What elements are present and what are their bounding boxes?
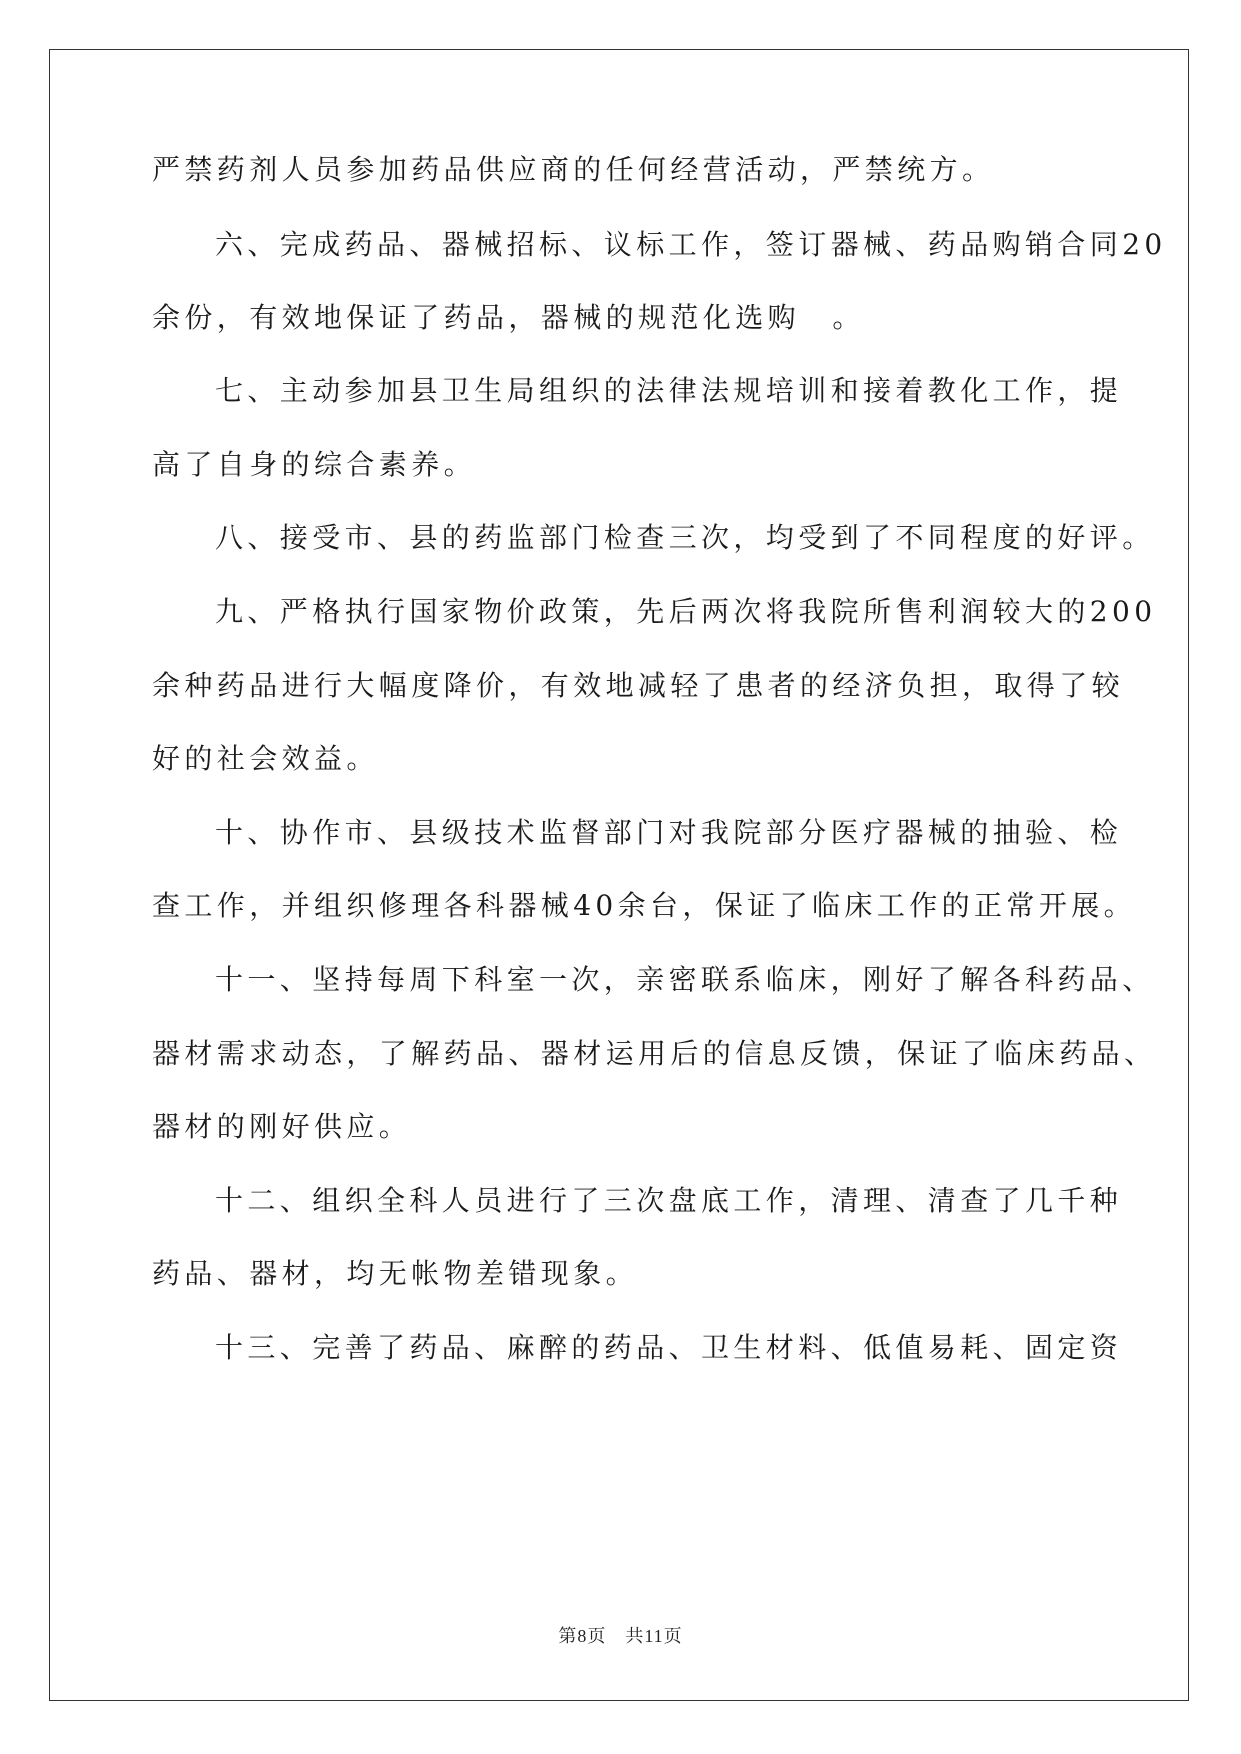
text-line: 七、主动参加县卫生局组织的法律法规培训和接着教化工作，提 [215, 374, 1123, 407]
text-line: 十三、完善了药品、麻醉的药品、卫生材料、低值易耗、固定资 [215, 1331, 1123, 1364]
text-line: 药品、器材，均无帐物差错现象。 [152, 1257, 639, 1290]
text-line: 余种药品进行大幅度降价，有效地减轻了患者的经济负担，取得了较 [152, 669, 1125, 702]
page-border [49, 49, 1189, 1701]
page-number-footer: 第8页 共11页 [558, 1626, 683, 1646]
text-line: 十一、坚持每周下科室一次，亲密联系临床，刚好了解各科药品、 [215, 963, 1155, 996]
text-line: 十二、组织全科人员进行了三次盘底工作，清理、清查了几千种 [215, 1184, 1123, 1217]
text-line: 高了自身的综合素养。 [152, 448, 477, 481]
text-line: 九、严格执行国家物价政策，先后两次将我院所售利润较大的200 [215, 595, 1157, 628]
text-line: 好的社会效益。 [152, 742, 379, 775]
text-line: 八、接受市、县的药监部门检查三次，均受到了不同程度的好评。 [215, 521, 1155, 554]
text-line: 严禁药剂人员参加药品供应商的任何经营活动，严禁统方。 [152, 153, 995, 186]
text-line: 余份，有效地保证了药品，器械的规范化选购 。 [152, 301, 865, 334]
text-line: 器材的刚好供应。 [152, 1110, 412, 1143]
text-line: 查工作，并组织修理各科器械40余台，保证了临床工作的正常开展。 [152, 889, 1137, 922]
text-line: 六、完成药品、器械招标、议标工作，签订器械、药品购销合同20 [215, 228, 1167, 261]
text-line: 器材需求动态，了解药品、器材运用后的信息反馈，保证了临床药品、 [152, 1037, 1157, 1070]
text-line: 十、协作市、县级技术监督部门对我院部分医疗器械的抽验、检 [215, 816, 1123, 849]
